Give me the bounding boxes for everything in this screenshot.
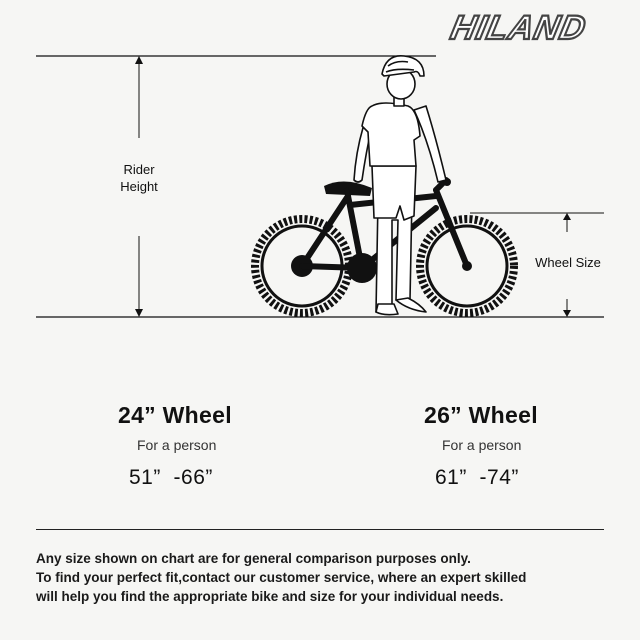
size-24-title: 24” Wheel — [118, 402, 232, 428]
disclaimer-line3: will help you find the appropriate bike and size for your individual needs. — [36, 589, 504, 604]
size-26-for-label: For a person — [442, 437, 522, 453]
size-26-title: 26” Wheel — [424, 402, 538, 428]
svg-text:HILAND: HILAND — [447, 9, 590, 46]
disclaimer-line1: Any size shown on chart are for general comparison purposes only. — [36, 551, 471, 566]
divider-line — [36, 529, 604, 530]
chainring — [347, 253, 377, 283]
wheel-size-label: Wheel Size — [528, 255, 608, 270]
rider-label-line2: Height — [120, 179, 158, 194]
rider-height-label — [100, 161, 178, 195]
size-24-for-label: For a person — [137, 437, 217, 453]
disclaimer — [36, 549, 616, 606]
disclaimer-line2: To find your perfect fit,contact our customer service, where an expert skilled — [36, 570, 527, 585]
size-26-range: 61” -74” — [435, 466, 519, 489]
rider-label-line1: Rider — [123, 162, 155, 177]
size-24-range: 51” -66” — [129, 466, 213, 489]
